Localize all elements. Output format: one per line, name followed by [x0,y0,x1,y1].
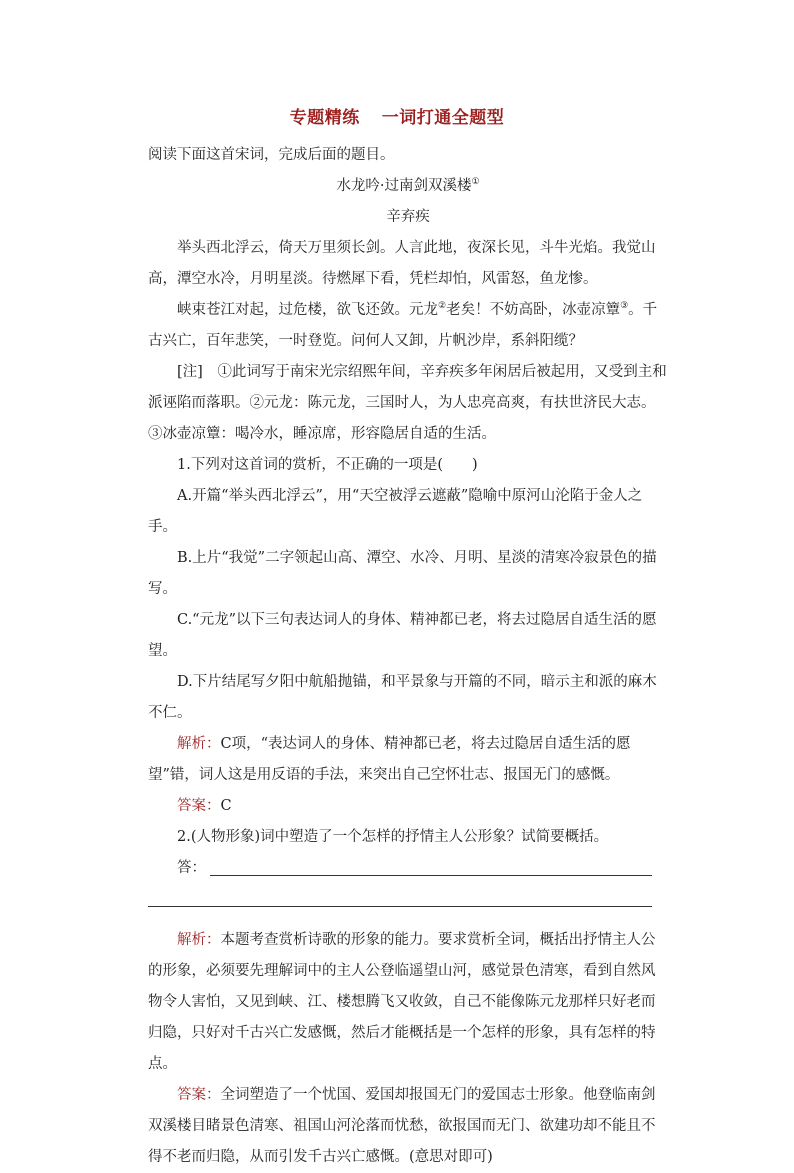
question-1-analysis [148,729,668,791]
question-1-option-c: C.“元龙”以下三句表达词人的身体、精神都已老，将去过隐居自适生活的愿望。 [148,612,657,659]
page-title [0,103,794,128]
poem-stanza-1: 举头西北浮云，倚天万里须长剑。人言此地，夜深长见，斗牛光焰。我觉山高，潭空水冷，月明星淡。待燃犀下看，凭栏却怕，风雷怒，鱼龙惨。 [148,240,656,287]
question-2-stem: 2.(人物形象)词中塑造了一个怎样的抒情主人公形象？试简要概括。 [177,829,609,845]
footnote-mark-2: ② [438,301,447,312]
answer-prompt: 答： [177,860,206,876]
stanza2-part-a: 峡束苍江对起，过危楼，欲飞还敛。元龙 [177,302,438,318]
answer-label: 答案： [177,1087,221,1103]
answer-line-1[interactable] [148,853,668,884]
stanza2-part-b: 老矣！不妨高卧，冰壶凉簟 [446,302,621,318]
footnote-mark-3: ③ [620,301,629,312]
intro-text: 阅读下面这首宋词，完成后面的题目。 [148,147,395,163]
question-1-option-b: B.上片“我觉”二字领起山高、潭空、水冷、月明、星淡的清寒冷寂景色的描写。 [148,550,657,597]
answer-text: C [220,798,232,814]
title-part1: 专题精练 [289,108,360,128]
answer-label: 答案： [177,798,221,814]
answer-blank-2[interactable] [148,906,652,907]
poem-notes: [注] ①此词写于南宋光宗绍熙年间，辛弃疾多年闲居后被起用，又受到主和派诬陷而落职。②元龙：陈元龙，三国时人，为人忠亮高爽，有扶世济民大志。③冰壶凉簟：喝冷水，睡凉席，形容隐居自适的生活。 [148,364,667,442]
question-1-stem: 1.下列对这首词的赏析，不正确的一项是( ) [177,457,478,473]
analysis-label: 解析： [177,932,221,948]
poem-name-footnote-mark: ① [471,177,480,188]
analysis-label: 解析： [177,736,221,752]
poem-name [148,171,668,202]
question-2-analysis [148,925,668,1080]
poem-stanza-2 [148,295,668,357]
question-1-answer [148,791,668,822]
poem-name-text: 水龙吟·过南剑双溪楼 [336,178,472,194]
answer-blank-1[interactable] [210,875,652,876]
question-2-answer [148,1080,668,1173]
answer-line-2[interactable] [148,884,668,915]
poem-author: 辛弃疾 [386,209,430,225]
question-1-option-a: A.开篇“举头西北浮云”，用“天空被浮云遮蔽”隐喻中原河山沦陷于金人之手。 [148,488,643,535]
title-part2: 一词打通全题型 [381,108,505,128]
document-body [148,140,668,1173]
answer-text: 全词塑造了一个忧国、爱国却报国无门的爱国志士形象。他登临南剑双溪楼目睹景色清寒、祖国山河沦落而忧愁，欲报国而无门、欲建功却不能且不得不老而归隐，从而引发千古兴亡感慨。(意思对即可) [148,1087,656,1165]
stanza2-part-c: 。千古兴亡，百年悲笑，一时登览。问何人又卸，片帆沙岸，系斜阳缆？ [148,302,658,349]
analysis-text: C项，“表达词人的身体、精神都已老，将去过隐居自适生活的愿望”错，词人这是用反语的手法，来突出自己空怀壮志、报国无门的感慨。 [148,736,631,783]
question-1-option-d: D.下片结尾写夕阳中航船抛锚，和平景象与开篇的不同，暗示主和派的麻木不仁。 [148,674,657,721]
analysis-text: 本题考查赏析诗歌的形象的能力。要求赏析全词，概括出抒情主人公的形象，必须要先理解词中的主人公登临遥望山河，感觉景色清寒，看到自然风物令人害怕，又见到峡、江、楼想腾飞又收敛，自己不能像陈元龙那样只好老而归隐，只好对千古兴亡发感慨，然后才能概括是一个怎样的形象，具有怎样的特点。 [148,932,656,1072]
